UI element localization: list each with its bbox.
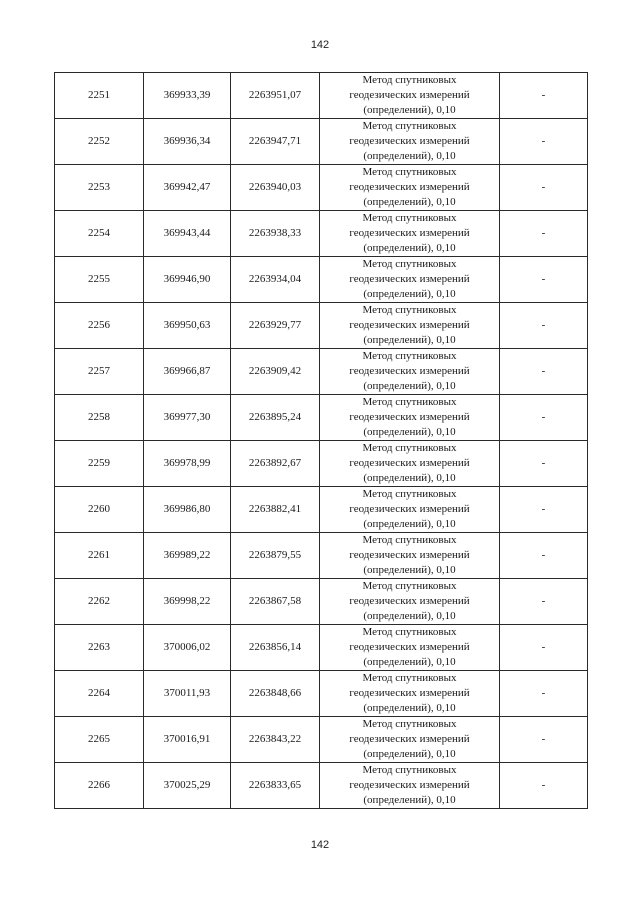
cell-method xyxy=(320,395,500,441)
method-line: (определений), 0,10 xyxy=(363,702,456,714)
method-line: Метод спутниковых xyxy=(362,304,457,316)
coordinates-table-body xyxy=(55,73,588,809)
cell-description: - xyxy=(500,717,588,763)
method-line: геодезических измерений xyxy=(349,641,470,653)
method-line: Метод спутниковых xyxy=(362,166,457,178)
cell-y-coordinate: 2263934,04 xyxy=(231,257,320,303)
cell-y-coordinate: 2263848,66 xyxy=(231,671,320,717)
cell-y-coordinate: 2263947,71 xyxy=(231,119,320,165)
method-line: (определений), 0,10 xyxy=(363,656,456,668)
method-line: Метод спутниковых xyxy=(362,442,457,454)
cell-y-coordinate: 2263843,22 xyxy=(231,717,320,763)
cell-method xyxy=(320,717,500,763)
cell-y-coordinate: 2263940,03 xyxy=(231,165,320,211)
cell-point-number: 2260 xyxy=(55,487,144,533)
cell-y-coordinate: 2263867,58 xyxy=(231,579,320,625)
cell-x-coordinate: 369977,30 xyxy=(144,395,231,441)
method-line: Метод спутниковых xyxy=(362,764,457,776)
cell-y-coordinate: 2263895,24 xyxy=(231,395,320,441)
cell-y-coordinate: 2263892,67 xyxy=(231,441,320,487)
cell-method xyxy=(320,487,500,533)
cell-method xyxy=(320,303,500,349)
method-line: Метод спутниковых xyxy=(362,258,457,270)
table-row xyxy=(55,441,588,487)
method-line: (определений), 0,10 xyxy=(363,610,456,622)
cell-x-coordinate: 369942,47 xyxy=(144,165,231,211)
page-number-bottom: 142 xyxy=(310,839,330,851)
cell-method xyxy=(320,671,500,717)
cell-point-number: 2256 xyxy=(55,303,144,349)
cell-method xyxy=(320,349,500,395)
cell-y-coordinate: 2263951,07 xyxy=(231,73,320,119)
cell-point-number: 2251 xyxy=(55,73,144,119)
cell-description: - xyxy=(500,257,588,303)
method-line: (определений), 0,10 xyxy=(363,242,456,254)
table-row xyxy=(55,257,588,303)
method-line: геодезических измерений xyxy=(349,135,470,147)
method-line: (определений), 0,10 xyxy=(363,426,456,438)
cell-y-coordinate: 2263833,65 xyxy=(231,763,320,809)
cell-point-number: 2252 xyxy=(55,119,144,165)
method-line: Метод спутниковых xyxy=(362,74,457,86)
table-row xyxy=(55,671,588,717)
method-line: (определений), 0,10 xyxy=(363,564,456,576)
cell-point-number: 2255 xyxy=(55,257,144,303)
cell-method xyxy=(320,73,500,119)
cell-point-number: 2259 xyxy=(55,441,144,487)
cell-y-coordinate: 2263929,77 xyxy=(231,303,320,349)
cell-point-number: 2258 xyxy=(55,395,144,441)
table-row xyxy=(55,303,588,349)
cell-x-coordinate: 369950,63 xyxy=(144,303,231,349)
cell-x-coordinate: 369998,22 xyxy=(144,579,231,625)
method-line: Метод спутниковых xyxy=(362,120,457,132)
method-line: Метод спутниковых xyxy=(362,626,457,638)
method-line: Метод спутниковых xyxy=(362,718,457,730)
cell-y-coordinate: 2263879,55 xyxy=(231,533,320,579)
cell-method xyxy=(320,533,500,579)
method-line: геодезических измерений xyxy=(349,365,470,377)
method-line: геодезических измерений xyxy=(349,733,470,745)
cell-x-coordinate: 370016,91 xyxy=(144,717,231,763)
method-line: Метод спутниковых xyxy=(362,488,457,500)
table-row xyxy=(55,73,588,119)
cell-method xyxy=(320,441,500,487)
cell-point-number: 2261 xyxy=(55,533,144,579)
cell-point-number: 2265 xyxy=(55,717,144,763)
cell-point-number: 2263 xyxy=(55,625,144,671)
cell-description: - xyxy=(500,763,588,809)
method-line: геодезических измерений xyxy=(349,227,470,239)
table-row xyxy=(55,579,588,625)
cell-x-coordinate: 369978,99 xyxy=(144,441,231,487)
method-line: Метод спутниковых xyxy=(362,212,457,224)
cell-x-coordinate: 370025,29 xyxy=(144,763,231,809)
cell-description: - xyxy=(500,579,588,625)
method-line: геодезических измерений xyxy=(349,89,470,101)
cell-description: - xyxy=(500,349,588,395)
cell-x-coordinate: 369946,90 xyxy=(144,257,231,303)
cell-x-coordinate: 369933,39 xyxy=(144,73,231,119)
cell-point-number: 2254 xyxy=(55,211,144,257)
method-line: геодезических измерений xyxy=(349,687,470,699)
cell-method xyxy=(320,119,500,165)
page-number-top: 142 xyxy=(310,39,330,51)
method-line: геодезических измерений xyxy=(349,181,470,193)
method-line: (определений), 0,10 xyxy=(363,104,456,116)
cell-description: - xyxy=(500,533,588,579)
cell-x-coordinate: 370011,93 xyxy=(144,671,231,717)
cell-x-coordinate: 369936,34 xyxy=(144,119,231,165)
method-line: геодезических измерений xyxy=(349,595,470,607)
method-line: (определений), 0,10 xyxy=(363,288,456,300)
cell-description: - xyxy=(500,671,588,717)
method-line: геодезических измерений xyxy=(349,503,470,515)
table-row xyxy=(55,487,588,533)
method-line: Метод спутниковых xyxy=(362,350,457,362)
coordinates-table xyxy=(54,72,588,809)
method-line: (определений), 0,10 xyxy=(363,334,456,346)
cell-description: - xyxy=(500,487,588,533)
cell-method xyxy=(320,257,500,303)
cell-x-coordinate: 369986,80 xyxy=(144,487,231,533)
cell-description: - xyxy=(500,73,588,119)
cell-point-number: 2257 xyxy=(55,349,144,395)
method-line: геодезических измерений xyxy=(349,411,470,423)
table-row xyxy=(55,717,588,763)
table-row xyxy=(55,119,588,165)
method-line: (определений), 0,10 xyxy=(363,196,456,208)
cell-y-coordinate: 2263856,14 xyxy=(231,625,320,671)
cell-point-number: 2253 xyxy=(55,165,144,211)
cell-y-coordinate: 2263909,42 xyxy=(231,349,320,395)
cell-x-coordinate: 369943,44 xyxy=(144,211,231,257)
cell-description: - xyxy=(500,441,588,487)
cell-method xyxy=(320,625,500,671)
cell-x-coordinate: 369966,87 xyxy=(144,349,231,395)
cell-description: - xyxy=(500,303,588,349)
cell-description: - xyxy=(500,625,588,671)
cell-y-coordinate: 2263938,33 xyxy=(231,211,320,257)
method-line: геодезических измерений xyxy=(349,319,470,331)
cell-description: - xyxy=(500,119,588,165)
cell-x-coordinate: 369989,22 xyxy=(144,533,231,579)
cell-method xyxy=(320,165,500,211)
method-line: Метод спутниковых xyxy=(362,396,457,408)
method-line: геодезических измерений xyxy=(349,779,470,791)
cell-x-coordinate: 370006,02 xyxy=(144,625,231,671)
table-row xyxy=(55,349,588,395)
method-line: Метод спутниковых xyxy=(362,534,457,546)
table-row xyxy=(55,763,588,809)
cell-description: - xyxy=(500,165,588,211)
cell-description: - xyxy=(500,211,588,257)
cell-method xyxy=(320,763,500,809)
table-row xyxy=(55,165,588,211)
table-row xyxy=(55,533,588,579)
table-row xyxy=(55,211,588,257)
method-line: (определений), 0,10 xyxy=(363,472,456,484)
table-row xyxy=(55,395,588,441)
cell-y-coordinate: 2263882,41 xyxy=(231,487,320,533)
method-line: (определений), 0,10 xyxy=(363,518,456,530)
method-line: Метод спутниковых xyxy=(362,672,457,684)
method-line: геодезических измерений xyxy=(349,273,470,285)
method-line: (определений), 0,10 xyxy=(363,748,456,760)
cell-method xyxy=(320,579,500,625)
cell-point-number: 2266 xyxy=(55,763,144,809)
method-line: (определений), 0,10 xyxy=(363,150,456,162)
method-line: (определений), 0,10 xyxy=(363,380,456,392)
table-row xyxy=(55,625,588,671)
cell-method xyxy=(320,211,500,257)
method-line: геодезических измерений xyxy=(349,457,470,469)
method-line: Метод спутниковых xyxy=(362,580,457,592)
cell-point-number: 2262 xyxy=(55,579,144,625)
method-line: геодезических измерений xyxy=(349,549,470,561)
cell-description: - xyxy=(500,395,588,441)
cell-point-number: 2264 xyxy=(55,671,144,717)
method-line: (определений), 0,10 xyxy=(363,794,456,806)
